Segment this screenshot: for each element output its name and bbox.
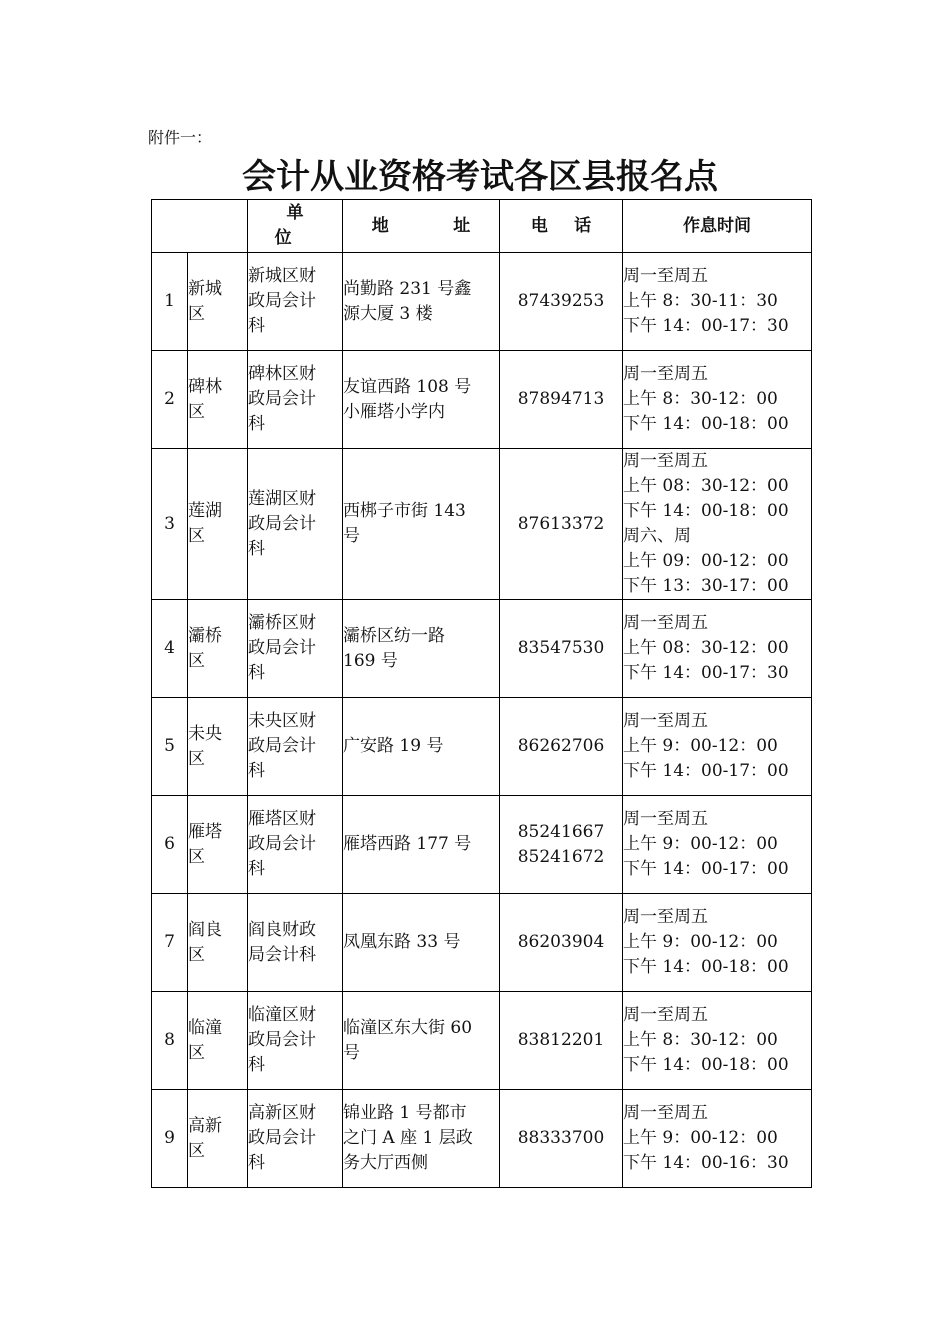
- district-line: 莲湖: [188, 501, 222, 521]
- hours-line: 周一至周五: [623, 1005, 708, 1025]
- district-cell: [188, 992, 248, 1090]
- address-line: 锦业路 1 号都市: [343, 1103, 467, 1123]
- phone-cell: [500, 992, 623, 1090]
- unit-cell: [248, 894, 343, 992]
- hours-cell: [623, 992, 812, 1090]
- phone-line: 86203904: [517, 932, 605, 952]
- district-line: 阎良: [188, 919, 222, 940]
- phone-cell: [500, 449, 623, 600]
- hours-cell: [623, 796, 812, 894]
- hours-line: 周一至周五: [623, 711, 708, 731]
- address-line: 务大厅西侧: [343, 1153, 428, 1173]
- unit-cell: [248, 351, 343, 449]
- table-row: [152, 351, 812, 449]
- row-number-cell: 6: [152, 796, 188, 894]
- address-cell: [343, 992, 500, 1090]
- district-line: 高新: [188, 1115, 222, 1136]
- address-cell: [343, 1090, 500, 1188]
- district-line: 区: [188, 748, 205, 769]
- address-line: 临潼区东大街 60: [343, 1017, 473, 1038]
- phone-line: 85241672: [517, 846, 605, 867]
- unit-line: 政局会计: [248, 638, 316, 658]
- unit-line: 高新区财: [248, 1103, 316, 1123]
- phone-line: 87894713: [517, 389, 605, 409]
- district-cell: [188, 449, 248, 600]
- unit-line: 临潼区财: [248, 1005, 316, 1025]
- row-number-cell: 2: [152, 351, 188, 449]
- unit-cell: [248, 449, 343, 600]
- address-cell: [343, 894, 500, 992]
- hours-line: 下午 14：00-17：00: [623, 761, 789, 781]
- hours-line: 上午 08：30-12：00: [623, 476, 789, 496]
- phone-cell: [500, 351, 623, 449]
- district-cell: [188, 253, 248, 351]
- header-phone: 电 话: [500, 200, 623, 253]
- address-line: 雁塔西路 177 号: [343, 834, 472, 854]
- phone-line: 86262706: [517, 736, 605, 756]
- phone-line: 85241667: [517, 821, 605, 842]
- hours-line: 上午 8：30-12：00: [623, 389, 778, 409]
- phone-cell: [500, 894, 623, 992]
- hours-line: 下午 14：00-17：30: [623, 316, 789, 336]
- hours-line: 上午 09：00-12：00: [623, 551, 789, 571]
- address-line: 169 号: [343, 650, 398, 671]
- hours-line: 周一至周五: [623, 1103, 708, 1123]
- table-header-row: [152, 200, 812, 253]
- district-line: 区: [188, 944, 205, 965]
- address-cell: [343, 796, 500, 894]
- row-number-cell: 5: [152, 698, 188, 796]
- hours-line: 下午 14：00-17：00: [623, 859, 789, 879]
- address-line: 西梆子市街 143: [343, 501, 466, 521]
- district-line: 未央: [188, 723, 222, 744]
- hours-line: 周六、周: [623, 526, 691, 546]
- unit-line: 灞桥区财: [248, 613, 316, 633]
- unit-line: 莲湖区财: [248, 488, 316, 509]
- row-number-cell: 1: [152, 253, 188, 351]
- hours-line: 上午 9：00-12：00: [623, 736, 778, 756]
- unit-cell: [248, 600, 343, 698]
- hours-line: 上午 9：00-12：00: [623, 834, 778, 854]
- hours-line: 下午 14：00-16：30: [623, 1153, 789, 1173]
- address-line: 尚勤路 231 号鑫: [343, 278, 472, 299]
- unit-line: 碑林区财: [248, 364, 316, 384]
- row-number-cell: 8: [152, 992, 188, 1090]
- unit-line: 科: [248, 414, 265, 434]
- hours-cell: [623, 600, 812, 698]
- unit-line: 政局会计: [248, 736, 316, 756]
- district-line: 区: [188, 1042, 205, 1063]
- district-line: 碑林: [188, 376, 222, 397]
- address-line: 之门 A 座 1 层政: [343, 1128, 473, 1148]
- row-number-cell: 4: [152, 600, 188, 698]
- hours-cell: [623, 698, 812, 796]
- unit-line: 科: [248, 859, 265, 879]
- unit-line: 政局会计: [248, 291, 316, 311]
- unit-line: 政局会计: [248, 389, 316, 409]
- registration-sites-table: [151, 199, 812, 1188]
- hours-line: 下午 14：00-18：00: [623, 501, 789, 521]
- table-row: [152, 1090, 812, 1188]
- district-line: 区: [188, 846, 205, 867]
- address-cell: [343, 449, 500, 600]
- unit-line: 科: [248, 316, 265, 336]
- unit-line: 阎良财政: [248, 919, 316, 940]
- unit-cell: [248, 253, 343, 351]
- district-cell: [188, 1090, 248, 1188]
- hours-line: 下午 14：00-17：30: [623, 663, 789, 683]
- unit-cell: [248, 796, 343, 894]
- unit-line: 局会计科: [248, 944, 316, 965]
- phone-line: 87613372: [517, 513, 605, 534]
- table-row: [152, 894, 812, 992]
- hours-line: 下午 14：00-18：00: [623, 1055, 789, 1075]
- unit-cell: [248, 698, 343, 796]
- district-line: 区: [188, 303, 205, 324]
- unit-line: 科: [248, 538, 265, 559]
- table-row: [152, 698, 812, 796]
- hours-line: 下午 13：30-17：00: [623, 576, 789, 596]
- hours-cell: [623, 894, 812, 992]
- unit-cell: [248, 992, 343, 1090]
- hours-cell: [623, 449, 812, 600]
- district-line: 区: [188, 526, 205, 546]
- row-number-cell: 3: [152, 449, 188, 600]
- hours-line: 上午 8：30-11：30: [623, 291, 778, 311]
- table-row: [152, 253, 812, 351]
- unit-line: 政局会计: [248, 834, 316, 854]
- district-line: 灞桥: [188, 625, 222, 646]
- phone-line: 88333700: [517, 1128, 605, 1148]
- address-line: 友谊西路 108 号: [343, 376, 472, 397]
- unit-line: 科: [248, 1153, 265, 1173]
- table-row: [152, 796, 812, 894]
- table-body: [152, 253, 812, 1188]
- district-cell: [188, 894, 248, 992]
- district-cell: [188, 796, 248, 894]
- unit-line: 未央区财: [248, 711, 316, 731]
- district-line: 雁塔: [188, 821, 222, 842]
- district-line: 区: [188, 401, 205, 422]
- hours-line: 上午 8：30-12：00: [623, 1030, 778, 1050]
- unit-line: 政局会计: [248, 1128, 316, 1148]
- address-line: 源大厦 3 楼: [343, 303, 433, 324]
- phone-cell: [500, 253, 623, 351]
- unit-line: 政局会计: [248, 1030, 316, 1050]
- table-row: [152, 600, 812, 698]
- hours-line: 周一至周五: [623, 266, 708, 286]
- address-line: 小雁塔小学内: [343, 401, 445, 422]
- address-line: 广安路 19 号: [343, 736, 444, 756]
- hours-line: 上午 08：30-12：00: [623, 638, 789, 658]
- hours-line: 周一至周五: [623, 907, 708, 927]
- unit-line: 科: [248, 663, 265, 683]
- unit-line: 科: [248, 1055, 265, 1075]
- unit-line: 雁塔区财: [248, 809, 316, 829]
- address-line: 灞桥区纺一路: [343, 625, 445, 646]
- phone-line: 83547530: [517, 638, 605, 658]
- hours-line: 周一至周五: [623, 364, 708, 384]
- attachment-label: 附件一：: [148, 128, 213, 147]
- table-row: [152, 992, 812, 1090]
- phone-line: 87439253: [517, 291, 605, 311]
- district-cell: [188, 600, 248, 698]
- phone-line: 83812201: [517, 1030, 605, 1050]
- district-line: 临潼: [188, 1017, 222, 1038]
- district-cell: [188, 698, 248, 796]
- hours-cell: [623, 351, 812, 449]
- hours-cell: [623, 253, 812, 351]
- address-line: 凤凰东路 33 号: [343, 932, 461, 952]
- header-hours: 作息时间: [623, 200, 812, 253]
- unit-line: 新城区财: [248, 266, 316, 286]
- hours-cell: [623, 1090, 812, 1188]
- hours-line: 上午 9：00-12：00: [623, 1128, 778, 1148]
- unit-line: 科: [248, 761, 265, 781]
- address-cell: [343, 698, 500, 796]
- address-cell: [343, 600, 500, 698]
- phone-cell: [500, 1090, 623, 1188]
- hours-line: 下午 14：00-18：00: [623, 957, 789, 977]
- hours-line: 周一至周五: [623, 613, 708, 633]
- district-line: 区: [188, 650, 205, 671]
- unit-cell: [248, 1090, 343, 1188]
- table-row: [152, 449, 812, 600]
- header-unit: 单 位: [248, 200, 343, 253]
- district-line: 区: [188, 1140, 205, 1161]
- hours-line: 下午 14：00-18：00: [623, 414, 789, 434]
- address-line: 号: [343, 526, 360, 546]
- district-cell: [188, 351, 248, 449]
- address-line: 号: [343, 1042, 360, 1063]
- hours-line: 周一至周五: [623, 809, 708, 829]
- phone-cell: [500, 796, 623, 894]
- row-number-cell: 7: [152, 894, 188, 992]
- address-cell: [343, 253, 500, 351]
- row-number-cell: 9: [152, 1090, 188, 1188]
- district-line: 新城: [188, 278, 222, 299]
- unit-line: 政局会计: [248, 513, 316, 534]
- phone-cell: [500, 698, 623, 796]
- page-title: 会计从业资格考试各区县报名点: [242, 157, 718, 197]
- header-blank: [152, 200, 248, 253]
- hours-line: 上午 9：00-12：00: [623, 932, 778, 952]
- header-address: 地 址: [343, 200, 500, 253]
- phone-cell: [500, 600, 623, 698]
- address-cell: [343, 351, 500, 449]
- hours-line: 周一至周五: [623, 451, 708, 471]
